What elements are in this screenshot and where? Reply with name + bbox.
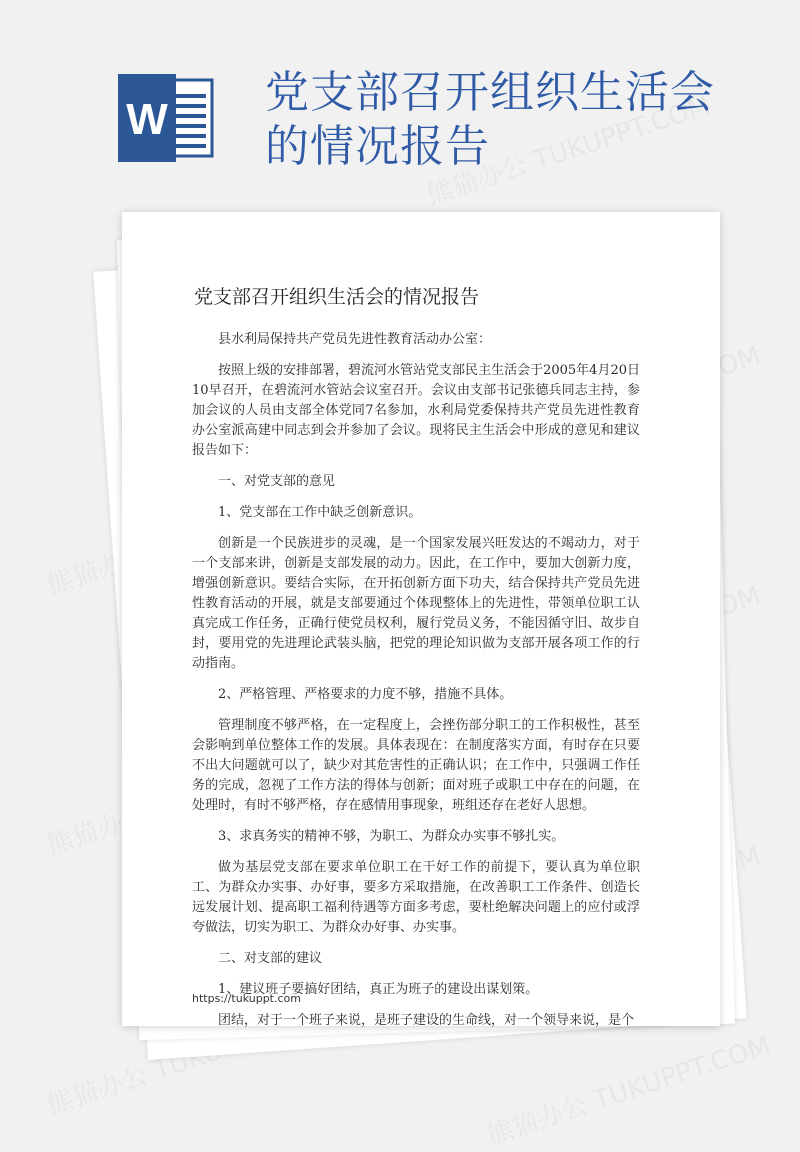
- paragraph: 团结，对于一个班子来说，是班子建设的生命线，对一个领导来说，是个: [218, 1013, 635, 1028]
- paragraph: 做为基层党支部在要求单位职工在干好工作的前提下，要认真为单位职工、为群众办实事、办好事，要多方采取措施，在改善职工工作条件、创造长远发展计划、提高职工福利待遇等方面多考虑，要杜绝解决问题上的应付或浮夸做法，切实为职工、为群众办好事、办实事。: [192, 860, 640, 935]
- paragraph: 按照上级的安排部署，碧流河水管站党支部民主生活会于2005年4月20日10早召开，在碧流河水管站会议室召开。会议由支部书记张德兵同志主持，参加会议的人员由支部全体党同7名参加，水利局党委保持共产党员先进性教育办公室派高建中同志到会并参加了会议。现将民主生活会中形成的意见和建议报告如下：: [192, 363, 640, 458]
- logo-letter: W: [126, 95, 168, 144]
- salutation: 县水利局保持共产党员先进性教育活动办公室：: [218, 332, 492, 347]
- paragraph: 创新是一个民族进步的灵魂，是一个国家发展兴旺发达的不竭动力，对于一个支部来讲，创新是支部发展的动力。因此，在工作中，要加大创新力度，增强创新意识。要结合实际，在开拓创新方面下功夫，结合保持共产党员先进性教育活动的开展，就是支部要通过个体现整体上的先进性，带领单位职工认真完成工作任务，正确行使党员权利，履行党员义务，不能因循守旧、故步自封，要用党的先进理论武装头脑，把党的理论知识做为支部开展各项工作的行动指南。: [192, 536, 640, 671]
- watermark: [482, 1025, 775, 1152]
- page-title-line-2: 的情况报告: [265, 121, 490, 172]
- subsection-heading: 2、严格管理、严格要求的力度不够，措施不具体。: [218, 687, 513, 702]
- page-header: [0, 0, 800, 200]
- footer-link[interactable]: https://tukuppt.com: [192, 992, 301, 1005]
- page-title-line-1: 党支部召开组织生活会: [265, 67, 715, 118]
- section-heading: 二、对支部的建议: [218, 951, 323, 966]
- subsection-heading: 1、建议班子要搞好团结，真正为班子的建设出谋划策。: [218, 982, 539, 997]
- word-document-icon: [118, 74, 216, 162]
- document-title: 党支部召开组织生活会的情况报告: [194, 286, 480, 308]
- document-page: [122, 212, 720, 1026]
- subsection-heading: 1、党支部在工作中缺乏创新意识。: [218, 505, 422, 520]
- page-title: [265, 66, 785, 174]
- section-heading: 一、对党支部的意见: [218, 474, 336, 489]
- paragraph: 管理制度不够严格，在一定程度上，会挫伤部分职工的工作积极性，甚至会影响到单位整体工作的发展。具体表现在：在制度落实方面，有时存在只要不出大问题就可以了，缺少对其危害性的正确认识；在工作中，只强调工作任务的完成，忽视了工作方法的得体与创新；面对班子或职工中存在的问题，在处理时，有时不够严格，存在感情用事现象，班组还存在老好人思想。: [192, 718, 640, 813]
- subsection-heading: 3、求真务实的精神不够，为职工、为群众办实事不够扎实。: [218, 829, 565, 844]
